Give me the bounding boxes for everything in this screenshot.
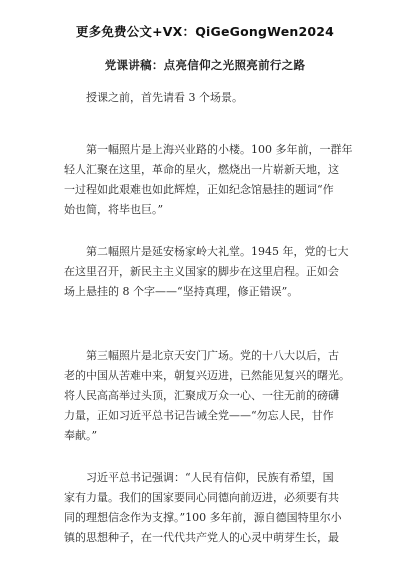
paragraph-intro: [64, 88, 356, 108]
paragraph-scene-1: [64, 140, 356, 220]
paragraph-line: 习近平总书记强调：“人民有信仰，民族有希望，国: [64, 471, 334, 484]
paragraph-line: 老的中国从苦难中来，朝复兴迈进，已然能见复兴的曙光。: [64, 369, 350, 382]
paragraph-line: 始也简，将毕也巨。”: [64, 203, 164, 216]
promo-header: 更多免费公文+VX：QiGeGongWen2024: [75, 24, 335, 39]
paragraph-line: 第三幅照片是北京天安门广场。党的十八大以后，古: [64, 349, 339, 362]
paragraph-quote: [64, 468, 356, 548]
paragraph-line: 镇的思想种子，在一代代共产党人的心灵中萌芽生长，最: [64, 531, 339, 544]
paragraph-line: 同的理想信念作为支撑。”100 多年前，源自德国特里尔小: [64, 511, 342, 524]
paragraph-line: 奉献。”: [64, 429, 98, 442]
paragraph-scene-3: [64, 346, 356, 446]
paragraph-line: 家有力量。我们的国家要同心同德向前迈进，必须要有共: [64, 491, 339, 504]
paragraph-line: 一过程如此艰难也如此辉煌，正如纪念馆悬挂的题词“作: [64, 183, 334, 196]
paragraph-line: 场上悬挂的 8 个字——“坚持真理，修正错误”。: [64, 285, 299, 298]
paragraph-line: 第一幅照片是上海兴业路的小楼。100 多年前，一群年: [64, 143, 353, 156]
paragraph-line: 将人民高高举过头顶，汇聚成万众一心、一往无前的磅礴: [64, 389, 339, 402]
paragraph-line: 在这里召开，新民主主义国家的脚步在这里启程。正如会: [64, 265, 339, 278]
paragraph-line: 第二幅照片是延安杨家岭大礼堂。1945 年，党的七大: [64, 245, 349, 258]
paragraph-scene-2: [64, 242, 356, 302]
paragraph-line: 轻人汇聚在这里，革命的星火，燃烧出一片崭新天地，这: [64, 163, 339, 176]
document-title: 党课讲稿：点亮信仰之光照亮前行之路: [104, 58, 306, 72]
paragraph-line: 力量，正如习近平总书记告诫全党——“勿忘人民，甘作: [64, 409, 334, 422]
paragraph-line: 授课之前，首先请看 3 个场景。: [64, 91, 243, 104]
